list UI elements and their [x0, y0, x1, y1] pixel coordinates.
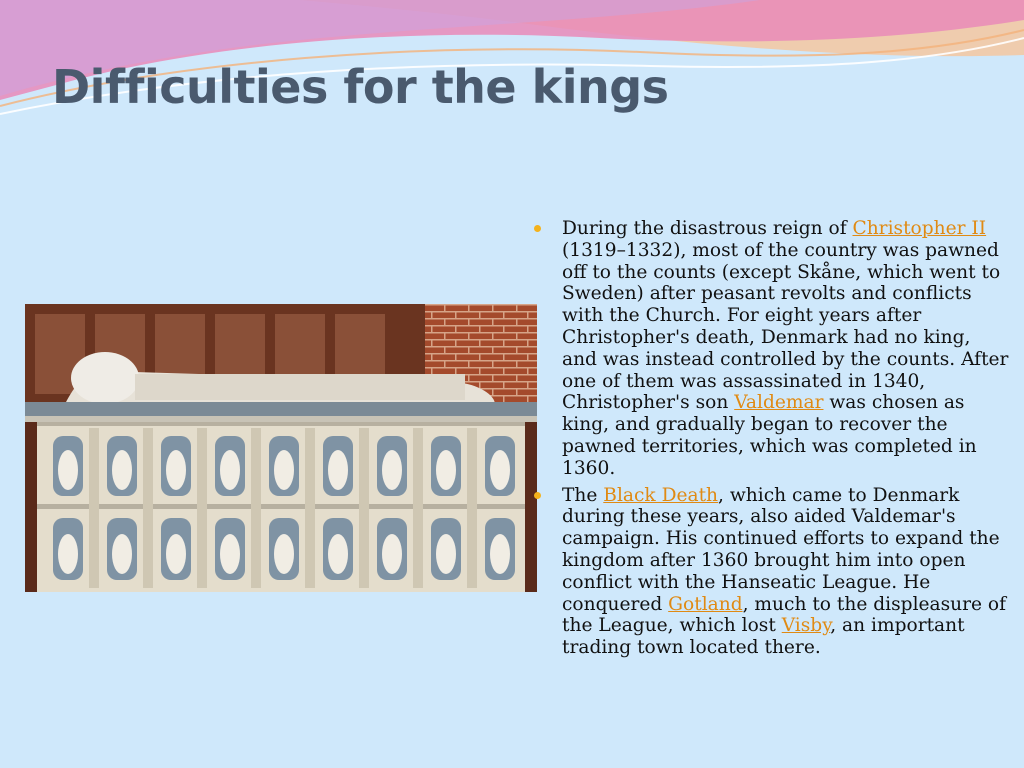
bullet-text: , which came to Denmark during these years, also aided Valdemar's campaign. His continued efforts to expand the kingdom after 1360 brought him into open conflict with the Hanseatic League. He conquered: [562, 484, 1000, 615]
slide-title: Difficulties for the kings: [52, 60, 669, 114]
bullet-text: was chosen as king, and gradually began to recover the pawned territories, which was completed in 1360.: [562, 392, 977, 479]
bullet-item: [530, 485, 1010, 659]
tomb-effigy-image: [25, 304, 537, 592]
bullet-dot-icon: [534, 492, 541, 499]
bullet-text: , much to the displeasure of the League, which lost: [562, 593, 1006, 637]
bullet-dot-icon: [534, 225, 541, 232]
link-visby[interactable]: Visby: [781, 615, 831, 637]
link-christopher-ii[interactable]: Christopher II: [852, 218, 987, 239]
bullet-text: , an important trading town located there.: [562, 615, 965, 659]
link-gotland[interactable]: Gotland: [668, 593, 743, 615]
link-black-death[interactable]: Black Death: [603, 484, 719, 506]
bullet-item: [530, 218, 1010, 480]
bullet-list: [530, 218, 1010, 664]
bullet-text: During the disastrous reign of: [562, 218, 853, 239]
link-valdemar[interactable]: Valdemar: [734, 392, 824, 414]
bullet-text: (1319–1332), most of the country was pawned off to the counts (except Skåne, which went to Sweden) after peasant revolts and conflicts with the Church. For eight years after Christopher's death, Denmark had no king, and was instead controlled by the counts. After one of them was assassinated in 1340, Christopher's son: [562, 239, 1009, 414]
bullet-text: The: [562, 484, 604, 506]
